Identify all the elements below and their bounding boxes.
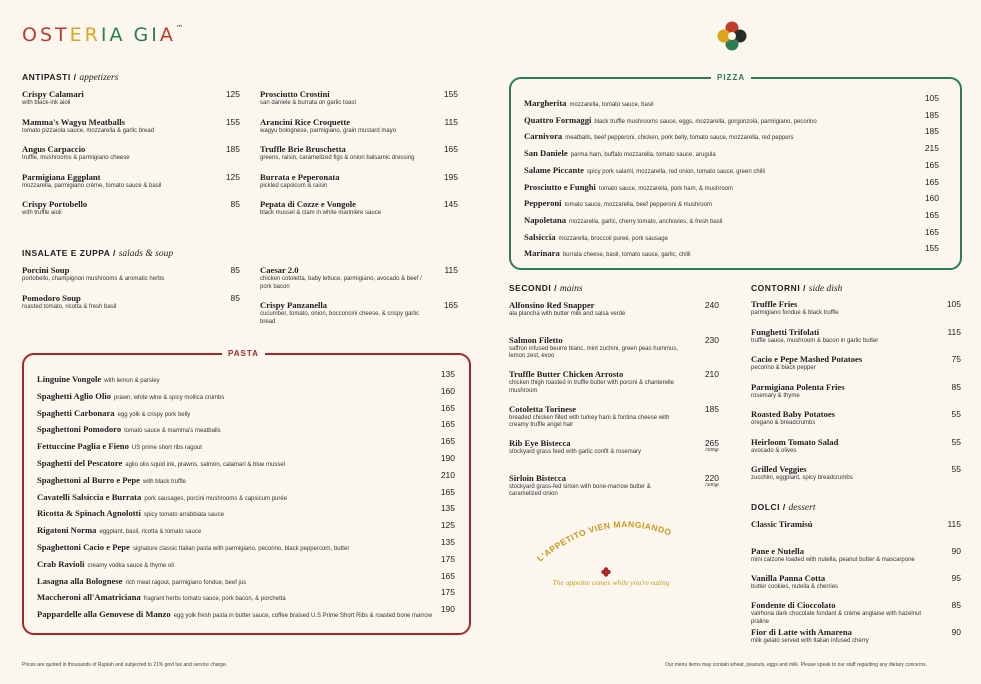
item-name: Heirloom Tomato Salad bbox=[751, 436, 839, 447]
trademark-mark: ™ bbox=[175, 24, 183, 32]
item-name: Cacio e Pepe Mashed Potatoes bbox=[751, 354, 863, 364]
menu-item bbox=[509, 300, 719, 319]
item-price: 165 bbox=[440, 419, 455, 430]
menu-item bbox=[260, 265, 458, 291]
menu-item bbox=[22, 172, 240, 191]
item-price: 105 bbox=[946, 299, 961, 309]
item-desc: US prime short ribs ragout bbox=[131, 445, 202, 452]
item-name: Classic Tiramisú bbox=[751, 519, 813, 529]
menu-item bbox=[509, 369, 719, 395]
item-desc: zucchini, eggplant, spicy breadcrumbs bbox=[751, 475, 853, 481]
menu-item bbox=[37, 520, 455, 538]
item-desc: rosemary & thyme bbox=[751, 392, 800, 399]
item-desc: mozzarella, broccoli pureé, pork sausage bbox=[558, 235, 668, 242]
item-name: Marinara burrata cheese, basil, tomato sauce, garlic, chilli bbox=[524, 248, 691, 259]
pasta-list bbox=[37, 369, 455, 629]
item-name: Spaghettoni Cacio e Pepe signature classic Italian pasta with parmigiano, pecorino, black peppercorn, butter bbox=[37, 542, 350, 552]
item-desc: prawn, white wine & spicy mollica crumbs bbox=[114, 394, 225, 401]
item-desc: ala plancha with butter milk and salsa verde bbox=[509, 311, 626, 317]
item-price: 135 bbox=[440, 369, 455, 379]
item-desc: san daniele & burrata on garlic toast bbox=[260, 100, 357, 106]
item-price: 175 bbox=[440, 553, 455, 564]
item-price: 165 bbox=[440, 570, 455, 581]
item-desc: tomato pizzaiola sauce, mozzarella & garlic bread bbox=[22, 127, 155, 134]
menu-item bbox=[524, 110, 939, 128]
item-name: Salame Piccante spicy pork salami, mozzarella, red onion, tomato sauce, green chilli bbox=[524, 164, 765, 175]
item-desc: oregano & breadcrumbs bbox=[751, 420, 816, 426]
item-desc: black truffle mushrooms sauce, eggs, mozzarella, gorgonzola, parmigiano, pecorino bbox=[594, 118, 817, 125]
footer-left: Prices are quoted in thousands of Rupiah and subjected to 21% govt tax and service charge. bbox=[22, 662, 228, 668]
item-price: 105 bbox=[924, 93, 939, 103]
item-price: 90 bbox=[951, 627, 961, 637]
item-desc: spicy pork salami, mozzarella, red onion, tomato sauce, green chilli bbox=[586, 168, 765, 175]
item-price: 85 bbox=[951, 381, 961, 392]
item-desc: mini calzone loaded with nutella, peanut butter & mascarpone bbox=[751, 557, 915, 563]
item-name: Arancini Rice Croquette bbox=[260, 116, 351, 127]
menu-item bbox=[509, 404, 719, 430]
item-price: 165 bbox=[440, 486, 455, 497]
item-name: Maccheroni all'Amatriciana fragrant herbs tomato sauce, pork bacon, & porchetta bbox=[37, 592, 286, 603]
item-price: 230 bbox=[704, 334, 719, 345]
menu-item bbox=[751, 519, 961, 529]
emblem-icon bbox=[716, 20, 748, 52]
antipasti-heading: ANTIPASTI / appetizers bbox=[22, 72, 119, 83]
menu-item bbox=[37, 453, 455, 471]
menu-item bbox=[751, 382, 961, 401]
item-price: 90 bbox=[951, 546, 961, 556]
item-name: Roasted Baby Potatoes bbox=[751, 409, 836, 419]
item-name: Pane e Nutella bbox=[751, 546, 804, 556]
item-desc: fragrant herbs tomato sauce, pork bacon, & porchetta bbox=[143, 596, 286, 603]
menu-item bbox=[37, 537, 455, 555]
menu-item bbox=[524, 227, 939, 245]
item-price: 210 bbox=[440, 469, 455, 480]
item-name: Pomodoro Soup bbox=[22, 292, 81, 303]
item-price: 135 bbox=[440, 503, 455, 514]
menu-item bbox=[37, 571, 455, 589]
item-name: Salmon Filetto bbox=[509, 334, 563, 345]
item-name: Burrata e Peperonata bbox=[260, 171, 340, 182]
item-name: Pepperoni tomato sauce, mozzarella, beef pepperoni & mushroom bbox=[524, 198, 712, 209]
item-desc: pickled capsicum & raisin bbox=[260, 182, 328, 189]
item-desc: aglio olio squid ink, prawns, salmon, calamari & blue mussel bbox=[125, 462, 286, 468]
item-price: 165 bbox=[443, 144, 458, 154]
item-name: Prosciutto e Funghi tomato sauce, mozzarella, pork ham, & mushroom bbox=[524, 181, 733, 192]
menu-item bbox=[524, 143, 939, 161]
menu-item bbox=[22, 117, 240, 136]
menu-item bbox=[751, 354, 961, 373]
contorni-list bbox=[751, 299, 961, 489]
menu-item bbox=[260, 144, 458, 163]
item-price: 185 bbox=[924, 109, 939, 120]
item-name: Spaghettoni Pomodoro tomato sauce & mamma's meatballs bbox=[37, 424, 221, 435]
item-price: 165 bbox=[924, 209, 939, 220]
pasta-title: PASTA bbox=[222, 349, 265, 358]
menu-item bbox=[751, 327, 961, 346]
item-desc: valrhona dark chocolate fondant & crème anglaise with hazelnut praline bbox=[751, 611, 922, 625]
item-desc: stockyard grass-fed sirloin with bone-marrow butter & caramelized onion bbox=[509, 483, 651, 497]
item-price: 155 bbox=[924, 243, 939, 254]
menu-item bbox=[37, 419, 455, 437]
menu-item bbox=[509, 473, 719, 499]
item-name: Linguine Vongole with lemon & parsley bbox=[37, 374, 160, 384]
item-desc: parmigiano fondue & black truffle bbox=[751, 310, 839, 316]
footer-right: Our menu items may contain wheat, peanuts, eggs and milk. Please speak to our staff regarding any dietary concerns. bbox=[665, 662, 927, 668]
menu-item bbox=[751, 437, 961, 456]
item-name: Caesar 2.0 bbox=[260, 265, 299, 275]
item-price: 85 bbox=[230, 265, 240, 275]
item-desc: chicken thigh roasted in truffle butter with porcini & chanterelle mushroom bbox=[509, 380, 674, 394]
item-name: Porcini Soup bbox=[22, 265, 70, 275]
dolci-list bbox=[751, 519, 961, 654]
item-desc: rich meat ragout, parmigiano fondue, beef jus bbox=[125, 579, 247, 586]
menu-item bbox=[524, 177, 939, 195]
item-name: Crispy Portobello bbox=[22, 199, 88, 209]
item-name: Grilled Veggies bbox=[751, 464, 807, 474]
item-price: 190 bbox=[440, 453, 455, 463]
item-name: Carnivora meatballs, beef pepperoni, chicken, pork belly, tomato sauce, mozzarella, red peppers bbox=[524, 131, 794, 142]
menu-item bbox=[524, 126, 939, 144]
item-price: 165 bbox=[443, 300, 458, 310]
menu-item bbox=[751, 573, 961, 592]
slogan-tagline: The appetite comes while you're eating bbox=[552, 578, 670, 587]
item-name: Mamma's Wagyu Meatballs bbox=[22, 116, 125, 127]
item-price: 175 bbox=[440, 587, 455, 598]
item-desc: tomato sauce & mamma's meatballs bbox=[124, 428, 221, 435]
item-name: Pepata di Cozze e Vongole bbox=[260, 199, 356, 209]
item-name: Ricotta & Spinach Agnolotti spicy tomato arrabbiata sauce bbox=[37, 508, 224, 519]
pizza-list bbox=[524, 93, 939, 265]
item-name: Truffle Butter Chicken Arrosto bbox=[509, 369, 624, 379]
item-price: 115 bbox=[444, 265, 458, 275]
slogan-arc-text: L'APPETITO VIEN MANGIANDO bbox=[535, 519, 674, 564]
item-price: 265 /100gr bbox=[689, 438, 719, 453]
item-desc: cucumber, tomato, onion, bocconcini cheese, & crispy garlic bread bbox=[260, 311, 420, 325]
contorni-heading: CONTORNI / side dish bbox=[751, 283, 843, 294]
menu-item bbox=[751, 627, 961, 646]
menu-item bbox=[37, 604, 455, 622]
item-price: 145 bbox=[443, 199, 458, 209]
item-desc: wagyu bolognese, parmigiano, grain mustard mayo bbox=[260, 127, 397, 134]
item-desc: breaded chicken filled with turkey ham & fontina cheese with creamy truffle angel hair bbox=[509, 414, 670, 428]
menu-item bbox=[751, 546, 961, 565]
item-name: Parmigiana Polenta Fries bbox=[751, 381, 845, 392]
menu-item bbox=[37, 403, 455, 421]
item-desc: meatballs, beef pepperoni, chicken, pork belly, tomato sauce, mozzarella, red peppers bbox=[565, 135, 794, 142]
menu-item bbox=[22, 293, 240, 312]
item-price: 190 bbox=[440, 604, 455, 615]
menu-item bbox=[37, 487, 455, 505]
item-desc: tomato sauce, mozzarella, beef pepperoni & mushroom bbox=[564, 202, 712, 209]
item-name: Rigatoni Norma eggplant, basil, ricotta & tomato sauce bbox=[37, 525, 202, 536]
item-price: 75 bbox=[951, 354, 961, 364]
item-name: Parmigiana Eggplant bbox=[22, 171, 101, 182]
item-price: 55 bbox=[951, 409, 961, 419]
pizza-box bbox=[509, 73, 962, 270]
secondi-heading: SECONDI / mains bbox=[509, 283, 583, 294]
menu-item bbox=[260, 172, 458, 191]
item-name: Spaghetti Aglio Olio prawn, white wine & spicy mollica crumbs bbox=[37, 390, 225, 401]
item-desc: chicken cotoletta, baby lettuce, parmigiano, avocado & beef / pork bacon bbox=[260, 276, 422, 290]
item-price: 135 bbox=[440, 537, 455, 547]
item-price: 155 bbox=[443, 89, 458, 99]
item-price: 55 bbox=[951, 436, 961, 447]
menu-item bbox=[524, 160, 939, 178]
item-desc: eggplant, basil, ricotta & tomato sauce bbox=[99, 529, 202, 536]
item-price: 115 bbox=[947, 326, 961, 337]
antipasti-left-list bbox=[22, 89, 240, 219]
insalate-heading: INSALATE E ZUPPA / salads & soup bbox=[22, 248, 174, 259]
item-desc: signature classic Italian pasta with parmigiano, pecorino, black peppercorn, butter bbox=[132, 546, 350, 552]
item-desc: mozzarella, parmigiano crème, tomato sauce & basil bbox=[22, 182, 162, 189]
menu-item bbox=[524, 93, 939, 111]
item-name: Truffle Brie Bruschetta bbox=[260, 144, 346, 154]
menu-item bbox=[37, 554, 455, 572]
menu-item bbox=[260, 89, 458, 108]
menu-item bbox=[22, 89, 240, 108]
item-desc: saffron infused beurre blanc, mint zuchini, green peas hummus, lemon zest, evoo bbox=[509, 345, 678, 359]
menu-item bbox=[524, 243, 939, 261]
item-desc: black mussel & clam in white marinière sauce bbox=[260, 210, 382, 216]
dolci-heading: DOLCI / dessert bbox=[751, 502, 816, 513]
item-name: Margherita mozzarella, tomato sauce, basil bbox=[524, 98, 654, 108]
item-price: 165 bbox=[924, 159, 939, 170]
item-desc: roasted tomato, ricotta & fresh basil bbox=[22, 303, 117, 310]
item-desc: greens, raisin, caramelized figs & onion balsamic dressing bbox=[260, 155, 415, 161]
item-price: 210 bbox=[704, 369, 719, 379]
item-name: Angus Carpaccio bbox=[22, 144, 86, 154]
item-desc: with lemon & parsley bbox=[104, 378, 160, 384]
item-price: 165 bbox=[440, 402, 455, 413]
item-price: 185 bbox=[924, 126, 939, 137]
pasta-box bbox=[22, 349, 471, 635]
item-price: 160 bbox=[440, 385, 455, 396]
item-name: Cotoletta Torinese bbox=[509, 403, 577, 414]
menu-item bbox=[37, 470, 455, 488]
item-name: Fior di Latte with Amarena bbox=[751, 627, 852, 637]
item-desc: tomato sauce, mozzarella, pork ham, & mushroom bbox=[598, 185, 733, 192]
item-name: Spaghetti del Pescatore aglio olio squid ink, prawns, salmon, calamari & blue mussel bbox=[37, 458, 286, 468]
item-name: Funghetti Trifolati bbox=[751, 326, 820, 337]
item-price: 85 bbox=[230, 199, 240, 209]
item-price: 215 bbox=[924, 143, 939, 154]
item-desc: butter cookies, nutella & cherries bbox=[751, 584, 839, 590]
item-name: Salsiccia mozzarella, broccoli pureé, pork sausage bbox=[524, 231, 668, 242]
item-name: Cavatelli Salsiccia e Burrata pork sausages, porcini mushrooms & capsicum purée bbox=[37, 491, 288, 502]
menu-item bbox=[22, 265, 240, 284]
menu-item bbox=[37, 436, 455, 454]
item-desc: burrata cheese, basil, tomato sauce, garlic, chilli bbox=[562, 252, 691, 259]
menu-item bbox=[37, 386, 455, 404]
item-price: 195 bbox=[443, 171, 458, 182]
item-name: Crispy Panzanella bbox=[260, 300, 328, 310]
item-desc: parma ham, buffalo mozzarella, tomato sauce, arugula bbox=[570, 152, 716, 159]
item-desc: pecorino & black pepper bbox=[751, 365, 816, 371]
item-name: Truffle Fries bbox=[751, 299, 798, 309]
item-price: 220 /100gr bbox=[689, 473, 719, 488]
item-name: Crispy Calamari bbox=[22, 89, 84, 99]
item-price: 165 bbox=[440, 436, 455, 447]
item-name: Napoletana mozzarella, garlic, cherry tomato, anchovies, & fresh basil bbox=[524, 214, 723, 225]
item-price: 95 bbox=[951, 573, 961, 583]
item-desc: mozzarella, garlic, cherry tomato, anchovies, & fresh basil bbox=[569, 218, 723, 225]
item-price: 85 bbox=[951, 600, 961, 610]
secondi-list bbox=[509, 300, 719, 497]
slogan-emblem-icon bbox=[601, 567, 610, 576]
item-name: San Daniele parma ham, buffalo mozzarella, tomato sauce, arugula bbox=[524, 148, 716, 159]
menu-item bbox=[751, 409, 961, 428]
menu-item bbox=[260, 199, 458, 218]
item-name: Spaghettoni al Burro e Pepe with black truffle bbox=[37, 474, 186, 485]
item-price: 165 bbox=[924, 176, 939, 187]
menu-item bbox=[524, 193, 939, 211]
item-desc: mozzarella, tomato sauce, basil bbox=[569, 102, 654, 108]
item-desc: avocado & olives bbox=[751, 447, 797, 454]
menu-item bbox=[22, 199, 240, 218]
brand-logo: OSTERIA GIA™ bbox=[22, 24, 183, 46]
item-name: Sirloin Bistecca bbox=[509, 472, 567, 483]
menu-item bbox=[524, 210, 939, 228]
menu-item bbox=[22, 144, 240, 163]
item-name: Crab Ravioli creamy vodka sauce & thyme oil bbox=[37, 558, 174, 569]
menu-item bbox=[751, 464, 961, 483]
item-price: 55 bbox=[951, 464, 961, 474]
item-name: Pappardelle alla Genovese di Manzo egg yolk fresh pasta in butter sauce, coffee braised U.S Prime Short Ribs & roasted bone marrow bbox=[37, 609, 433, 620]
item-price: 155 bbox=[225, 116, 240, 127]
item-price: 165 bbox=[924, 226, 939, 237]
item-name: Fondente di Cioccolato bbox=[751, 600, 836, 610]
item-name: Rib Eye Bistecca bbox=[509, 438, 571, 448]
item-price: 125 bbox=[440, 520, 455, 531]
item-desc: with black truffle bbox=[142, 478, 186, 485]
insalate-right-list bbox=[260, 265, 458, 335]
menu-item bbox=[37, 369, 455, 387]
item-price-unit: /100gr bbox=[705, 448, 719, 453]
menu-item bbox=[509, 335, 719, 361]
item-name: Prosciutto Crostini bbox=[260, 89, 330, 99]
menu-item bbox=[509, 438, 719, 457]
antipasti-right-list bbox=[260, 89, 458, 219]
menu-item bbox=[260, 300, 458, 326]
item-name: Quattro Formaggi black truffle mushrooms sauce, eggs, mozzarella, gorgonzola, parmigiano, pecorino bbox=[524, 114, 817, 125]
item-price: 185 bbox=[704, 403, 719, 414]
item-name: Fettuccine Paglia e Fieno US prime short ribs ragout bbox=[37, 441, 202, 452]
item-price: 125 bbox=[225, 89, 240, 99]
menu-item bbox=[37, 587, 455, 605]
menu-item bbox=[37, 503, 455, 521]
item-desc: egg yolk fresh pasta in butter sauce, coffee braised U.S Prime Short Ribs & roasted bone marrow bbox=[173, 613, 433, 620]
item-name: Spaghetti Carbonara egg yolk & crispy pork belly bbox=[37, 407, 191, 418]
item-desc: pork sausages, porcini mushrooms & capsicum purée bbox=[144, 495, 288, 502]
item-desc: truffle, mushrooms & parmigiano cheese bbox=[22, 155, 130, 161]
item-desc: with black-ink aioli bbox=[22, 100, 71, 106]
item-name: Vanilla Panna Cotta bbox=[751, 573, 826, 583]
item-desc: with truffle aioli bbox=[22, 210, 62, 216]
insalate-left-list bbox=[22, 265, 240, 325]
item-price: 115 bbox=[444, 116, 458, 127]
item-price: 85 bbox=[230, 292, 240, 303]
item-desc: spicy tomato arrabbiata sauce bbox=[143, 512, 224, 519]
item-name: Lasagna alla Bolognese rich meat ragout, parmigiano fondue, beef jus bbox=[37, 575, 247, 586]
item-price: 115 bbox=[947, 519, 961, 529]
item-desc: egg yolk & crispy pork belly bbox=[117, 411, 191, 418]
item-price: 185 bbox=[225, 144, 240, 154]
item-price: 240 bbox=[704, 300, 719, 310]
menu-item bbox=[751, 600, 961, 626]
pizza-title: PIZZA bbox=[711, 73, 751, 82]
item-desc: creamy vodka sauce & thyme oil bbox=[87, 562, 174, 569]
item-desc: truffle sauce, mushroom & bacon in garlic butter bbox=[751, 337, 879, 344]
item-desc: stockyard grass feed with garlic confit & rosemary bbox=[509, 449, 642, 455]
menu-item bbox=[260, 117, 458, 136]
item-name: Alfonsino Red Snapper bbox=[509, 300, 595, 310]
item-desc: milk gelato served with Italian infused cherry bbox=[751, 638, 869, 644]
menu-item bbox=[751, 299, 961, 318]
item-price-unit: /100gr bbox=[705, 482, 719, 488]
item-desc: portobello, champignon mushrooms & aromatic herbs bbox=[22, 276, 165, 282]
item-price: 125 bbox=[225, 171, 240, 182]
item-price: 160 bbox=[924, 193, 939, 204]
